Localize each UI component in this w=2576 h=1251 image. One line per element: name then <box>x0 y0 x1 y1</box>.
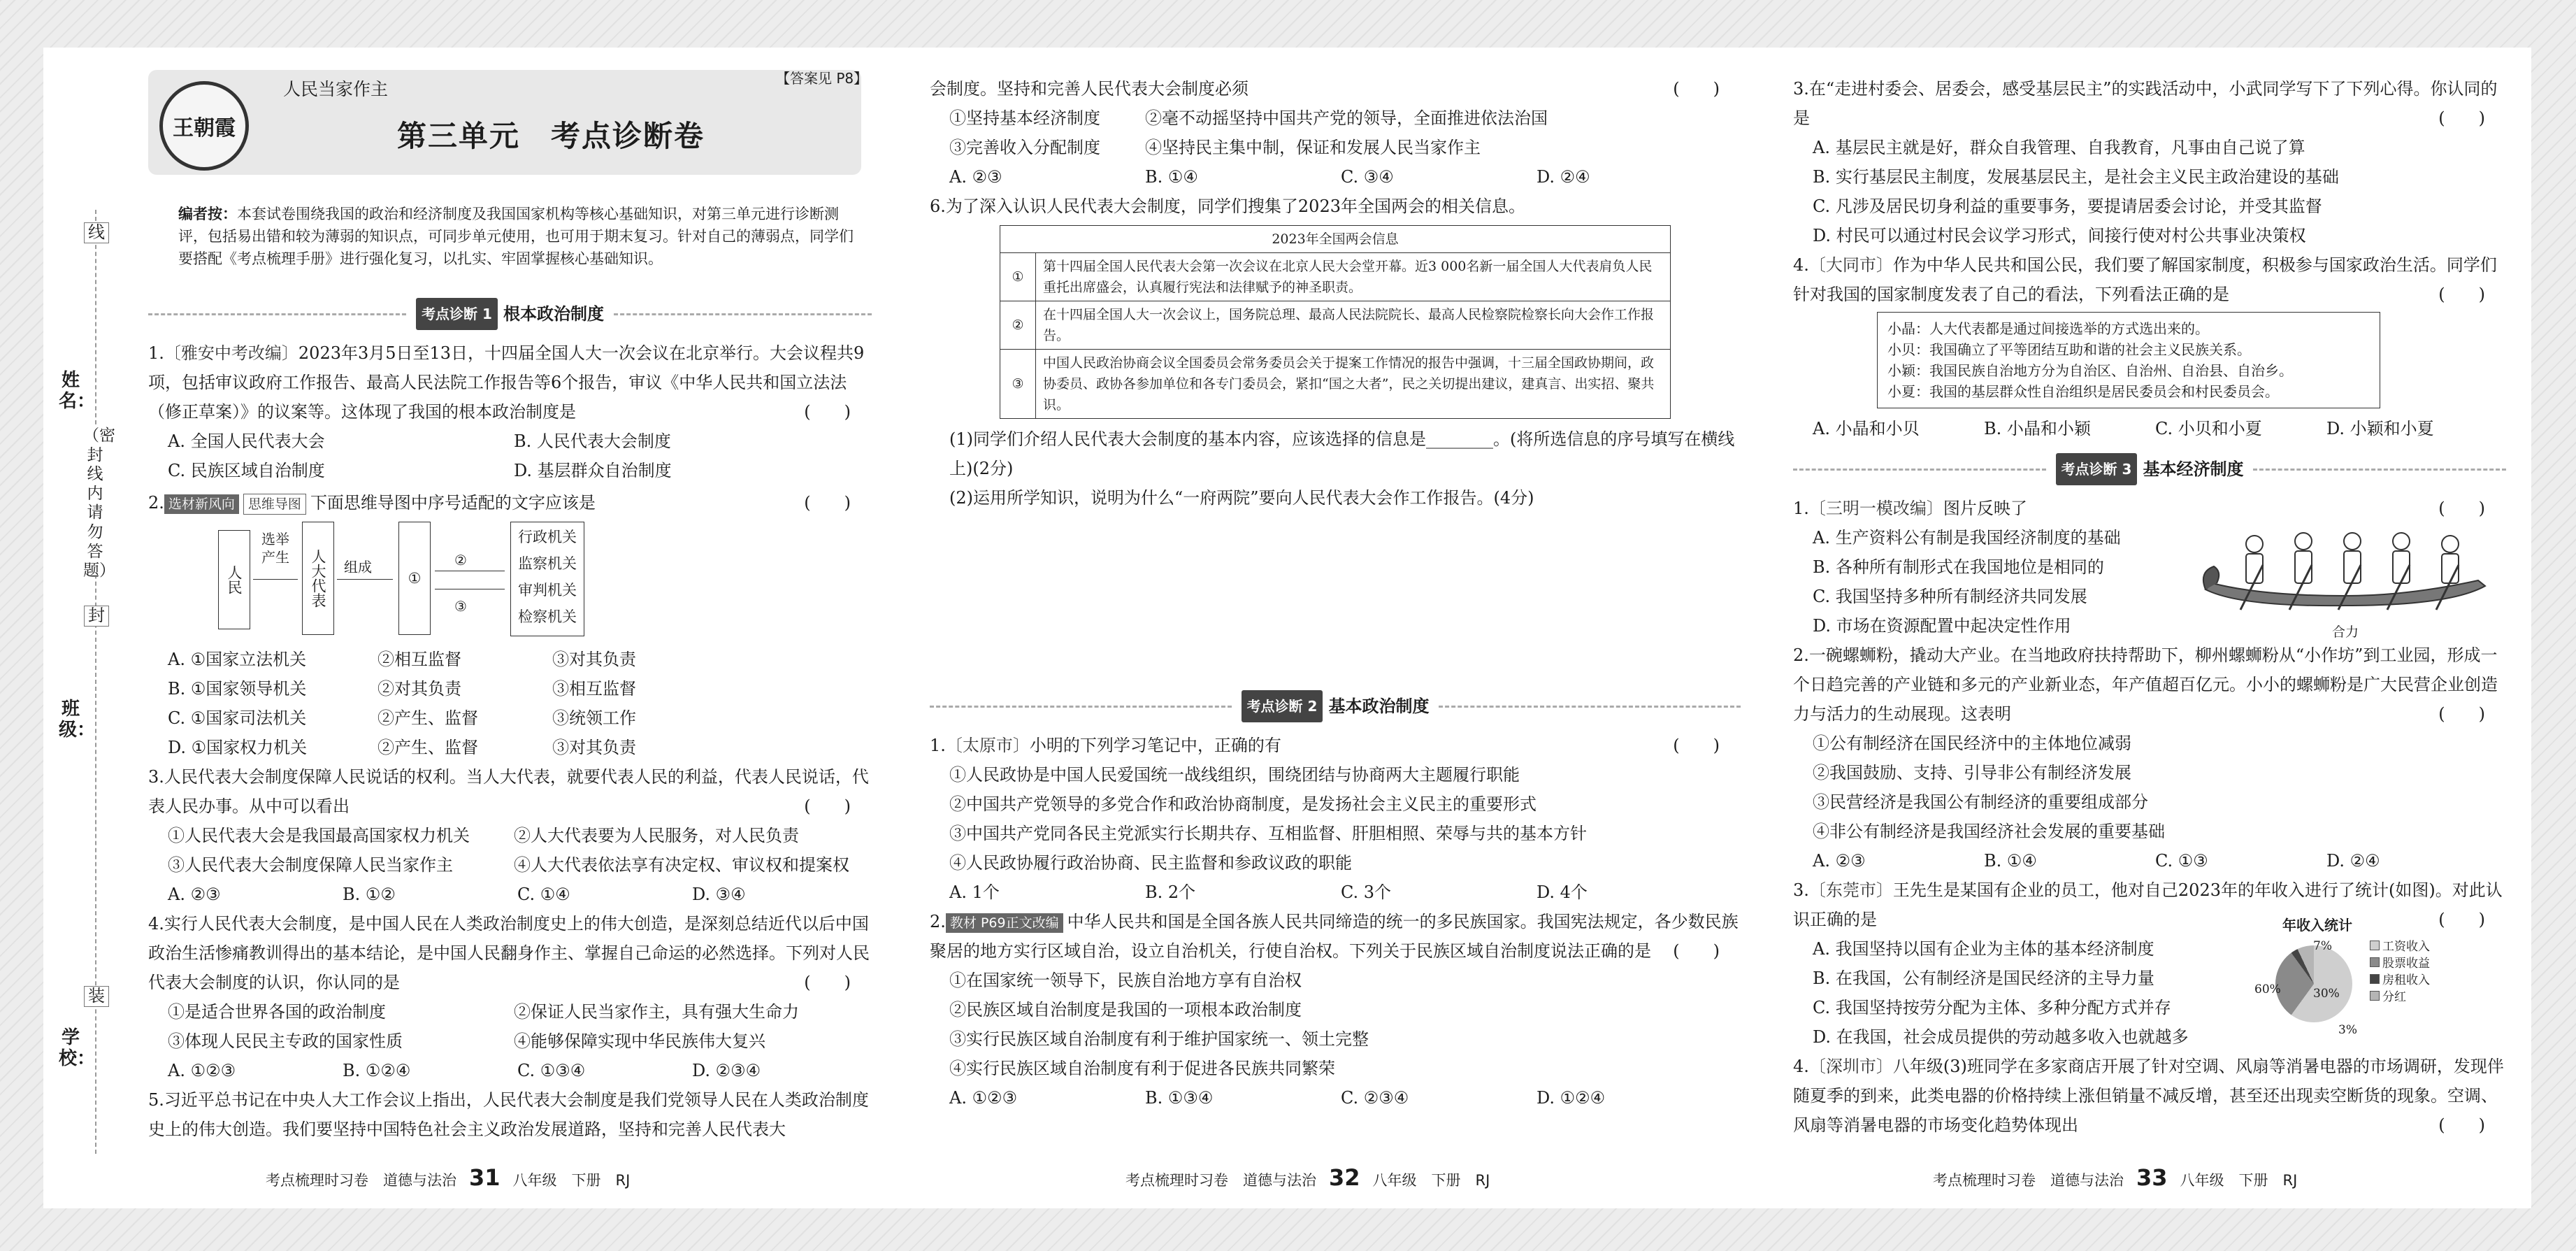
legend-swatch <box>2370 941 2380 950</box>
option-text: ②产生、监督 <box>377 708 478 728</box>
flow-label-2: ② <box>454 552 467 569</box>
answer-blank[interactable]: ( ) <box>2438 910 2485 929</box>
organ-label: 检察机关 <box>518 608 577 625</box>
answer-blank[interactable]: ( ) <box>2438 285 2485 304</box>
question-number: 2. <box>148 493 164 513</box>
footer-text: 八年级 下册 RJ <box>512 1172 631 1189</box>
page-footer-32 <box>1125 1164 1490 1191</box>
answer-blank[interactable]: ( ) <box>804 796 851 816</box>
options <box>1793 846 2506 875</box>
statements <box>930 103 1741 133</box>
section-title: 基本政治制度 <box>1328 696 1430 716</box>
statement: ③民营经济是我国公有制经济的重要组成部分 <box>1813 792 2148 812</box>
option-c[interactable]: C. 我国坚持多种所有制经济共同发展 <box>1813 587 2087 606</box>
question-number: 4. <box>1793 1057 1809 1076</box>
page-number: 33 <box>2136 1164 2168 1191</box>
options <box>148 1056 872 1085</box>
option-b[interactable]: B. 人民代表大会制度 <box>514 431 671 451</box>
question-text: 习近平总书记在中央人大工作会议上指出，人民代表大会制度是我们党领导人民在人类政治制度史上的伟大创造。我们要坚持中国特色社会主义政治发展道路，坚持和完善人民代表大 <box>148 1090 869 1139</box>
option-d[interactable]: D. 村民可以通过村民会议学习形式，间接行使对村公共事业决策权 <box>1813 226 2306 245</box>
question-4 <box>148 909 872 997</box>
table-row <box>1000 350 1671 419</box>
seal-note: （密封线内请勿答题） <box>83 427 115 580</box>
flow-label-elect: 选举产生 <box>261 531 289 566</box>
question-6 <box>930 192 1741 221</box>
statement: ④能够保障实现中华民族伟大复兴 <box>514 1031 765 1051</box>
answer-blank[interactable]: ( ) <box>2438 1115 2485 1135</box>
section-header-1 <box>148 298 872 330</box>
table-row <box>1000 301 1671 350</box>
option-d[interactable]: D. 市场在资源配置中起决定性作用 <box>1813 616 2071 636</box>
option-d[interactable]: D. 基层群众自治制度 <box>514 461 672 480</box>
question-text: 为了深入认识人民代表大会制度，同学们搜集了2023年全国两会的相关信息。 <box>945 196 1525 216</box>
statement: ①人民代表大会是我国最高国家权力机关 <box>168 826 470 845</box>
option-b[interactable]: B. 实行基层民主制度，发展基层民主，是社会主义民主政治建设的基础 <box>1813 167 2339 187</box>
question-number: 2. <box>1793 645 1809 665</box>
bind-label: 装 <box>84 986 109 1007</box>
option-a[interactable]: A. ①②③ <box>168 1061 236 1080</box>
question-14 <box>1793 1052 2506 1140</box>
options <box>148 456 872 485</box>
option-b[interactable]: B. 2个 <box>1145 882 1196 902</box>
question-10 <box>1793 250 2506 309</box>
footer-text: 八年级 下册 RJ <box>2180 1172 2298 1189</box>
option-b[interactable]: B. ①② <box>343 885 396 904</box>
question-13-body <box>1793 917 2506 1052</box>
section-header-3 <box>1793 453 2506 485</box>
question-text: 中华人民共和国是全国各族人民共同缔造的统一的多民族国家。我国宪法规定，各少数民族聚居的地方实行区域自治，设立自治机关，行使自治权。下列关于民族区域自治制度说法正确的是 <box>930 912 1739 961</box>
options <box>1793 414 2506 443</box>
page-number: 31 <box>469 1164 501 1191</box>
option-c[interactable]: C. ①③ <box>2155 851 2208 871</box>
question-5 <box>148 1085 872 1144</box>
table-cell: 第十四届全国人民代表大会第一次会议在北京人民大会堂开幕。近3 000名新一届全国人大代表肩负人民重托出席盛会，认真履行宪法和法律赋予的神圣职责。 <box>1036 253 1671 301</box>
option-a[interactable]: A. 1个 <box>949 882 1000 902</box>
option-c[interactable]: C. 民族区域自治制度 <box>168 461 325 480</box>
income-pie-chart <box>2254 910 2478 1050</box>
page-title: 第三单元 考点诊断卷 <box>397 119 705 153</box>
option-c[interactable]: C. ③④ <box>1341 167 1394 187</box>
question-8 <box>930 907 1741 966</box>
options <box>930 878 1741 907</box>
question-9 <box>1793 74 2506 133</box>
statement: ④人大代表依法享有决定权、审议权和提案权 <box>514 855 849 875</box>
option-c[interactable]: C. 凡涉及居民切身利益的重要事务，要提请居委会讨论，并受其监督 <box>1813 196 2322 216</box>
statement: ④非公有制经济是我国经济社会发展的重要基础 <box>1813 822 2165 841</box>
question-text: 八年级(3)班同学在多家商店开展了针对空调、风扇等消暑电器的市场调研，发现伴随夏季的到来，此类电器的价格持续上涨但销量不减反增，甚至还出现卖空断货的现象。空调、风扇等消暑电器的市场变化趋势体现出 <box>1793 1057 2504 1135</box>
option-a[interactable]: A. 基层民主就是好，群众自我管理、自我教育，凡事由自己说了算 <box>1813 138 2305 157</box>
statement: ②保证人民当家作主，具有强大生命力 <box>514 1002 799 1022</box>
question-11 <box>1793 494 2506 523</box>
page-number: 32 <box>1329 1164 1360 1191</box>
question-text: 实行人民代表大会制度，是中国人民在人类政治制度史上的伟大创造，是深刻总结近代以后中国政治生活惨痛教训得出的基本结论，是中国人民翻身作主、掌握自己命运的必然选择。下列对人民代表大会制度的认识，你认同的是 <box>148 914 870 992</box>
question-text: 2023年3月5日至13日，十四届全国人大一次会议在北京举行。大会议程共9项，包括审议政府工作报告、最高人民法院工作报告等6个报告，审议《中华人民共和国立法法（修正草案）》的议案等。这体现了我国的根本政治制度是 <box>148 343 865 422</box>
legend-swatch <box>2370 974 2380 984</box>
option-b[interactable]: B. ①④ <box>1984 851 2037 871</box>
option-a[interactable]: A. ①②③ <box>949 1088 1018 1108</box>
question-1 <box>148 338 872 427</box>
option-c[interactable]: C. 我国坚持按劳分配为主体、多种分配方式并存 <box>1813 998 2171 1017</box>
organ-label: 行政机关 <box>518 529 577 545</box>
chart-title: 年收入统计 <box>2282 917 2352 934</box>
answer-reference: 【答案见 P8】 <box>776 70 868 87</box>
question-source: 〔深圳市〕 <box>1808 1057 1893 1076</box>
name-label: 姓名： <box>59 371 82 448</box>
table-row <box>1000 253 1671 301</box>
slice-label-dividend: 7% <box>2313 939 2332 953</box>
options <box>930 1083 1741 1113</box>
flow-box-1: ① <box>398 522 431 635</box>
image-caption: 合力 <box>2331 624 2359 640</box>
statement: ①在国家统一领导下，民族自治地方享有自治权 <box>949 971 1302 990</box>
options <box>148 733 872 762</box>
option-b[interactable]: B. 小晶和小颖 <box>1984 419 2091 438</box>
tag-badge: 教材 P69正文改编 <box>946 913 1063 933</box>
quote: 小贝：我国确立了平等团结互助和谐的社会主义民族关系。 <box>1887 341 2251 358</box>
question-number: 2. <box>930 912 946 931</box>
statement: ①是适合世界各国的政治制度 <box>168 1002 386 1022</box>
option-a[interactable]: A. ②③ <box>168 885 221 904</box>
tag-badge: 思维导图 <box>243 494 306 515</box>
statement: ①坚持基本经济制度 <box>949 108 1100 128</box>
statement: ③中国共产党同各民主党派实行长期共存、互相监督、肝胆相照、荣辱与共的基本方针 <box>949 824 1587 843</box>
option-a[interactable]: A. 我国坚持以国有企业为主体的基本经济制度 <box>1813 939 2154 959</box>
answer-space[interactable] <box>930 513 1741 680</box>
options <box>148 703 872 733</box>
question-source: 〔太原市〕 <box>945 736 1030 755</box>
slice-label-wages: 60% <box>2254 982 2281 996</box>
options <box>148 427 872 456</box>
statement: ④实行民族区域自治制度有利于促进各民族共同繁荣 <box>949 1059 1335 1078</box>
statement: ②民族区域自治制度是我国的一项根本政治制度 <box>949 1000 1302 1020</box>
answer-blank[interactable]: ( ) <box>2438 499 2485 518</box>
dragon-boat-image <box>2199 523 2492 614</box>
statement: ①公有制经济在国民经济中的主体地位减弱 <box>1813 734 2131 753</box>
footer-text: 八年级 下册 RJ <box>1372 1172 1490 1189</box>
section-header-2 <box>930 690 1741 722</box>
question-number: 3. <box>1793 880 1809 900</box>
page-footer-31 <box>266 1164 630 1191</box>
question-number: 1. <box>930 736 946 755</box>
legend-item-dividend <box>2370 989 2430 1006</box>
question-number: 3. <box>1793 79 1809 99</box>
column-middle <box>930 74 1741 1113</box>
table-caption: 2023年全国两会信息 <box>1000 226 1671 253</box>
publisher-logo: 王朝霞 <box>159 81 249 171</box>
editor-note <box>178 203 856 270</box>
answer-blank[interactable]: ( ) <box>1673 941 1720 961</box>
flow-box-deputies: 人大代表 <box>302 522 334 635</box>
question-number: 1. <box>1793 499 1809 518</box>
statement: ③体现人民民主专政的国家性质 <box>168 1031 403 1051</box>
option-d[interactable]: D. ②③④ <box>692 1061 761 1080</box>
option-d[interactable]: D. ①国家权力机关 <box>168 738 308 757</box>
table-cell: ③ <box>1000 350 1036 419</box>
question-text: 作为中华人民共和国公民，我们要了解国家制度，积极参与国家政治生活。同学们针对我国的国家制度发表了自己的看法，下列看法正确的是 <box>1793 255 2497 304</box>
quote: 小晶：人大代表都是通过间接选举的方式选出来的。 <box>1887 320 2209 337</box>
slice-label-rent: 3% <box>2338 1023 2357 1037</box>
answer-blank[interactable]: ( ) <box>804 493 851 513</box>
table-cell: ① <box>1000 253 1036 301</box>
legend-label: 股票收益 <box>2382 957 2430 971</box>
statements <box>148 997 872 1027</box>
organ-label: 审判机关 <box>518 582 577 599</box>
options <box>148 674 872 703</box>
question-text: 图片反映了 <box>1943 499 2027 518</box>
question-number: 6. <box>930 196 946 216</box>
question-number: 4. <box>148 914 164 934</box>
question-13-options <box>1793 934 2240 1052</box>
question-text: 在“走进村委会、居委会，感受基层民主”的实践活动中，小武同学写下了下列心得。你认同的是 <box>1793 79 2498 128</box>
statement: ③实行民族区域自治制度有利于维护国家统一、领土完整 <box>949 1029 1369 1049</box>
option-c[interactable]: C. ②③④ <box>1341 1088 1409 1108</box>
option-a[interactable]: A. 全国人民代表大会 <box>168 431 325 451</box>
section-badge: 考点诊断 2 <box>1242 690 1323 722</box>
option-a[interactable]: A. ②③ <box>1813 851 1866 871</box>
flow-arrow <box>253 579 298 580</box>
quote: 小夏：我国的基层群众性自治组织是居民委员会和村民委员会。 <box>1887 383 2279 400</box>
answer-blank[interactable]: ( ) <box>1673 736 1720 755</box>
legend-label: 房租收入 <box>2382 973 2430 987</box>
statement: ③人民代表大会制度保障人民当家作主 <box>168 855 453 875</box>
slice-label-stocks: 30% <box>2313 987 2340 1001</box>
question-number: 5. <box>148 1090 164 1110</box>
flow-label-form: 组成 <box>344 559 372 576</box>
option-b[interactable]: B. ①国家领导机关 <box>168 679 307 699</box>
section-badge: 考点诊断 3 <box>2056 453 2138 485</box>
statement: ②毫不动摇坚持中国共产党的领导，全面推进依法治国 <box>1145 108 1548 128</box>
legend-item-wages <box>2370 938 2430 955</box>
student-quotes-box <box>1877 312 2380 408</box>
page-footer-33 <box>1933 1164 2297 1191</box>
quote: 小颖：我国民族自治地方分为自治区、自治州、自治县、自治乡。 <box>1887 362 2293 379</box>
question-3 <box>148 762 872 821</box>
statements <box>148 850 872 880</box>
legend-swatch <box>2370 991 2380 1001</box>
option-text: ②相互监督 <box>377 650 461 669</box>
option-c[interactable]: C. ①④ <box>517 885 570 904</box>
question-text: 下面思维导图中序号适配的文字应该是 <box>310 493 596 513</box>
answer-blank[interactable]: ( ) <box>2438 108 2485 128</box>
flow-label-3: ③ <box>454 598 467 615</box>
cut-label: 线 <box>84 222 109 243</box>
legend-label: 工资收入 <box>2382 940 2430 954</box>
statement: ②中国共产党领导的多党合作和政治协商制度，是发扬社会主义民主的重要形式 <box>949 794 1537 814</box>
question-source: 〔大同市〕 <box>1808 255 1893 275</box>
option-d[interactable]: D. ①②④ <box>1537 1088 1606 1108</box>
question-5-continued <box>930 74 1741 103</box>
footer-text: 考点梳理时习卷 道德与法治 <box>266 1172 456 1189</box>
legend-item-rent <box>2370 972 2430 989</box>
options <box>148 645 872 674</box>
options <box>930 162 1741 192</box>
answer-blank[interactable]: ( ) <box>804 973 851 992</box>
option-a[interactable]: A. 小晶和小贝 <box>1813 419 1920 438</box>
statements <box>148 821 872 850</box>
slice-value: 7 <box>2313 939 2321 953</box>
question-text: 人民代表大会制度保障人民说话的权利。当人大代表，就要代表人民的利益，代表人民说话，代表人民办事。从中可以看出 <box>148 767 869 816</box>
statements <box>148 1027 872 1056</box>
question-12 <box>1793 641 2506 729</box>
statement: ②人大代表要为人民服务，对人民负责 <box>514 826 799 845</box>
flow-arrow <box>337 579 393 580</box>
sub-question-2: (2)运用所学知识，说明为什么“一府两院”要向人民代表大会作工作报告。(4分) <box>949 488 1534 508</box>
option-a[interactable]: A. ②③ <box>949 167 1002 187</box>
option-c[interactable]: C. 小贝和小夏 <box>2155 419 2262 438</box>
statement: ①人民政协是中国人民爱国统一战线组织，围绕团结与协商两大主题履行职能 <box>949 765 1520 785</box>
footer-text: 考点梳理时习卷 道德与法治 <box>1933 1172 2124 1189</box>
section-title: 基本经济制度 <box>2143 459 2244 479</box>
editor-note-lead: 编者按： <box>178 205 237 222</box>
option-d[interactable]: D. 在我国，社会成员提供的劳动越多收入也就越多 <box>1813 1027 2189 1047</box>
option-a[interactable]: A. 生产资料公有制是我国经济制度的基础 <box>1813 528 2121 548</box>
editor-note-text: 本套试卷围绕我国的政治和经济制度及我国国家机构等核心基础知识，对第三单元进行诊断测评，包括易出错和较为薄弱的知识点，可同步单元使用，也可用于期末复习。针对自己的薄弱点，同学们要搭配《考点梳理手册》进行强化复习，以扎实、牢固掌握核心基础知识。 <box>178 206 854 267</box>
table-cell: 在十四届全国人大一次会议上，国务院总理、最高人民法院院长、最高人民检察院检察长向大会作工作报告。 <box>1036 301 1671 350</box>
legend-label: 分红 <box>2382 990 2406 1004</box>
option-b[interactable]: B. ①③④ <box>1145 1088 1214 1108</box>
question-source: 〔三明一模改编〕 <box>1808 499 1943 518</box>
section-badge: 考点诊断 1 <box>416 298 498 330</box>
option-b[interactable]: B. 各种所有制形式在我国地位是相同的 <box>1813 557 2104 577</box>
chart-legend <box>2370 938 2430 1006</box>
options <box>148 880 872 909</box>
question-2 <box>148 488 872 517</box>
question-text: 会制度。坚持和完善人民代表大会制度必须 <box>930 79 1249 99</box>
table-cell: ② <box>1000 301 1036 350</box>
option-b[interactable]: B. ①④ <box>1145 167 1198 187</box>
flow-box-people: 人民 <box>218 530 250 629</box>
legend-swatch <box>2370 957 2380 967</box>
option-d[interactable]: D. 小颖和小夏 <box>2326 419 2434 438</box>
answer-blank[interactable]: ( ) <box>804 402 851 422</box>
option-b[interactable]: B. ①②④ <box>343 1061 411 1080</box>
question-source: 〔东莞市〕 <box>1808 880 1893 900</box>
statement: ②我国鼓励、支持、引导非公有制经济发展 <box>1813 763 2131 782</box>
class-label: 班级： <box>59 699 82 776</box>
dragon-boat-illustration <box>2199 523 2492 641</box>
section-title: 根本政治制度 <box>503 304 604 324</box>
option-text: ③统领工作 <box>552 708 636 728</box>
question-11-body <box>1793 523 2506 641</box>
sub-question-1: (1)同学们介绍人民代表大会制度的基本内容，应该选择的信息是________。(将所选信息的序号填写在横线上)(2分) <box>949 429 1735 478</box>
option-text: ③相互监督 <box>552 679 636 699</box>
option-b[interactable]: B. 在我国，公有制经济是国民经济的主导力量 <box>1813 968 2154 988</box>
info-table <box>1000 225 1671 419</box>
question-text: 王先生是某国有企业的员工，他对自己2023年的年收入进行了统计(如图)。对此认识正确的是 <box>1793 880 2503 929</box>
option-d[interactable]: D. 4个 <box>1537 882 1588 902</box>
legend-item-stocks <box>2370 955 2430 972</box>
footer-text: 考点梳理时习卷 道德与法治 <box>1125 1172 1316 1189</box>
statement: ③完善收入分配制度 <box>949 138 1100 157</box>
option-c[interactable]: C. ①③④ <box>517 1061 586 1080</box>
option-c[interactable]: C. 3个 <box>1341 882 1392 902</box>
option-text: ③对其负责 <box>552 738 636 757</box>
question-11-options <box>1793 523 2185 641</box>
option-a[interactable]: A. ①国家立法机关 <box>168 650 307 669</box>
option-text: ②对其负责 <box>377 679 461 699</box>
question-number: 4. <box>1793 255 1809 275</box>
school-label: 学校： <box>59 1028 82 1105</box>
flow-box-organs <box>510 522 584 636</box>
option-text: ②产生、监督 <box>377 738 478 757</box>
table-cell: 中国人民政治协商会议全国委员会常务委员会关于提案工作情况的报告中强调，十三届全国政协期间，政协委员、政协各参加单位和各专门委员会，紧扣“国之大者”，民之关切提出建议，建真言、出实招、聚共识。 <box>1036 350 1671 419</box>
question-number: 3. <box>148 767 164 787</box>
header-band: 人民当家作主 <box>283 79 389 99</box>
column-right <box>1793 74 2506 1140</box>
option-d[interactable]: D. ②④ <box>1537 167 1590 187</box>
question-number: 1. <box>148 343 164 363</box>
mind-map-diagram <box>218 522 872 641</box>
statement: ④坚持民主集中制，保证和发展人民当家作主 <box>1145 138 1481 157</box>
seal-label: 封 <box>84 606 109 627</box>
tag-badge: 选材新风向 <box>164 494 239 514</box>
option-text: ③对其负责 <box>552 650 636 669</box>
slice-value: 60 <box>2254 982 2270 996</box>
question-text: 小明的下列学习笔记中，正确的有 <box>1029 736 1281 755</box>
column-left <box>148 288 872 1144</box>
question-7 <box>930 731 1741 760</box>
slice-value: 30 <box>2313 987 2329 1001</box>
statement: ④人民政协履行政治协商、民主监督和参政议政的职能 <box>949 853 1352 873</box>
statements <box>930 133 1741 162</box>
answer-blank[interactable]: ( ) <box>1673 79 1720 99</box>
slice-value: 3 <box>2338 1023 2346 1037</box>
option-d[interactable]: D. ②④ <box>2326 851 2380 871</box>
option-c[interactable]: C. ①国家司法机关 <box>168 708 307 728</box>
binding-line <box>95 210 96 1154</box>
question-text: 一碗螺蛳粉，撬动大产业。在当地政府扶持帮助下，柳州螺蛳粉从“小作坊”到工业园，形成一个日趋完善的产业链和多元的产业新业态，年产值超百亿元。小小的螺蛳粉是广大民营企业创造力与活力的生动展现。这表明 <box>1793 645 2498 724</box>
question-source: 〔雅安中考改编〕 <box>164 343 298 363</box>
answer-blank[interactable]: ( ) <box>2438 704 2485 724</box>
organ-label: 监察机关 <box>518 555 577 572</box>
option-d[interactable]: D. ③④ <box>692 885 746 904</box>
